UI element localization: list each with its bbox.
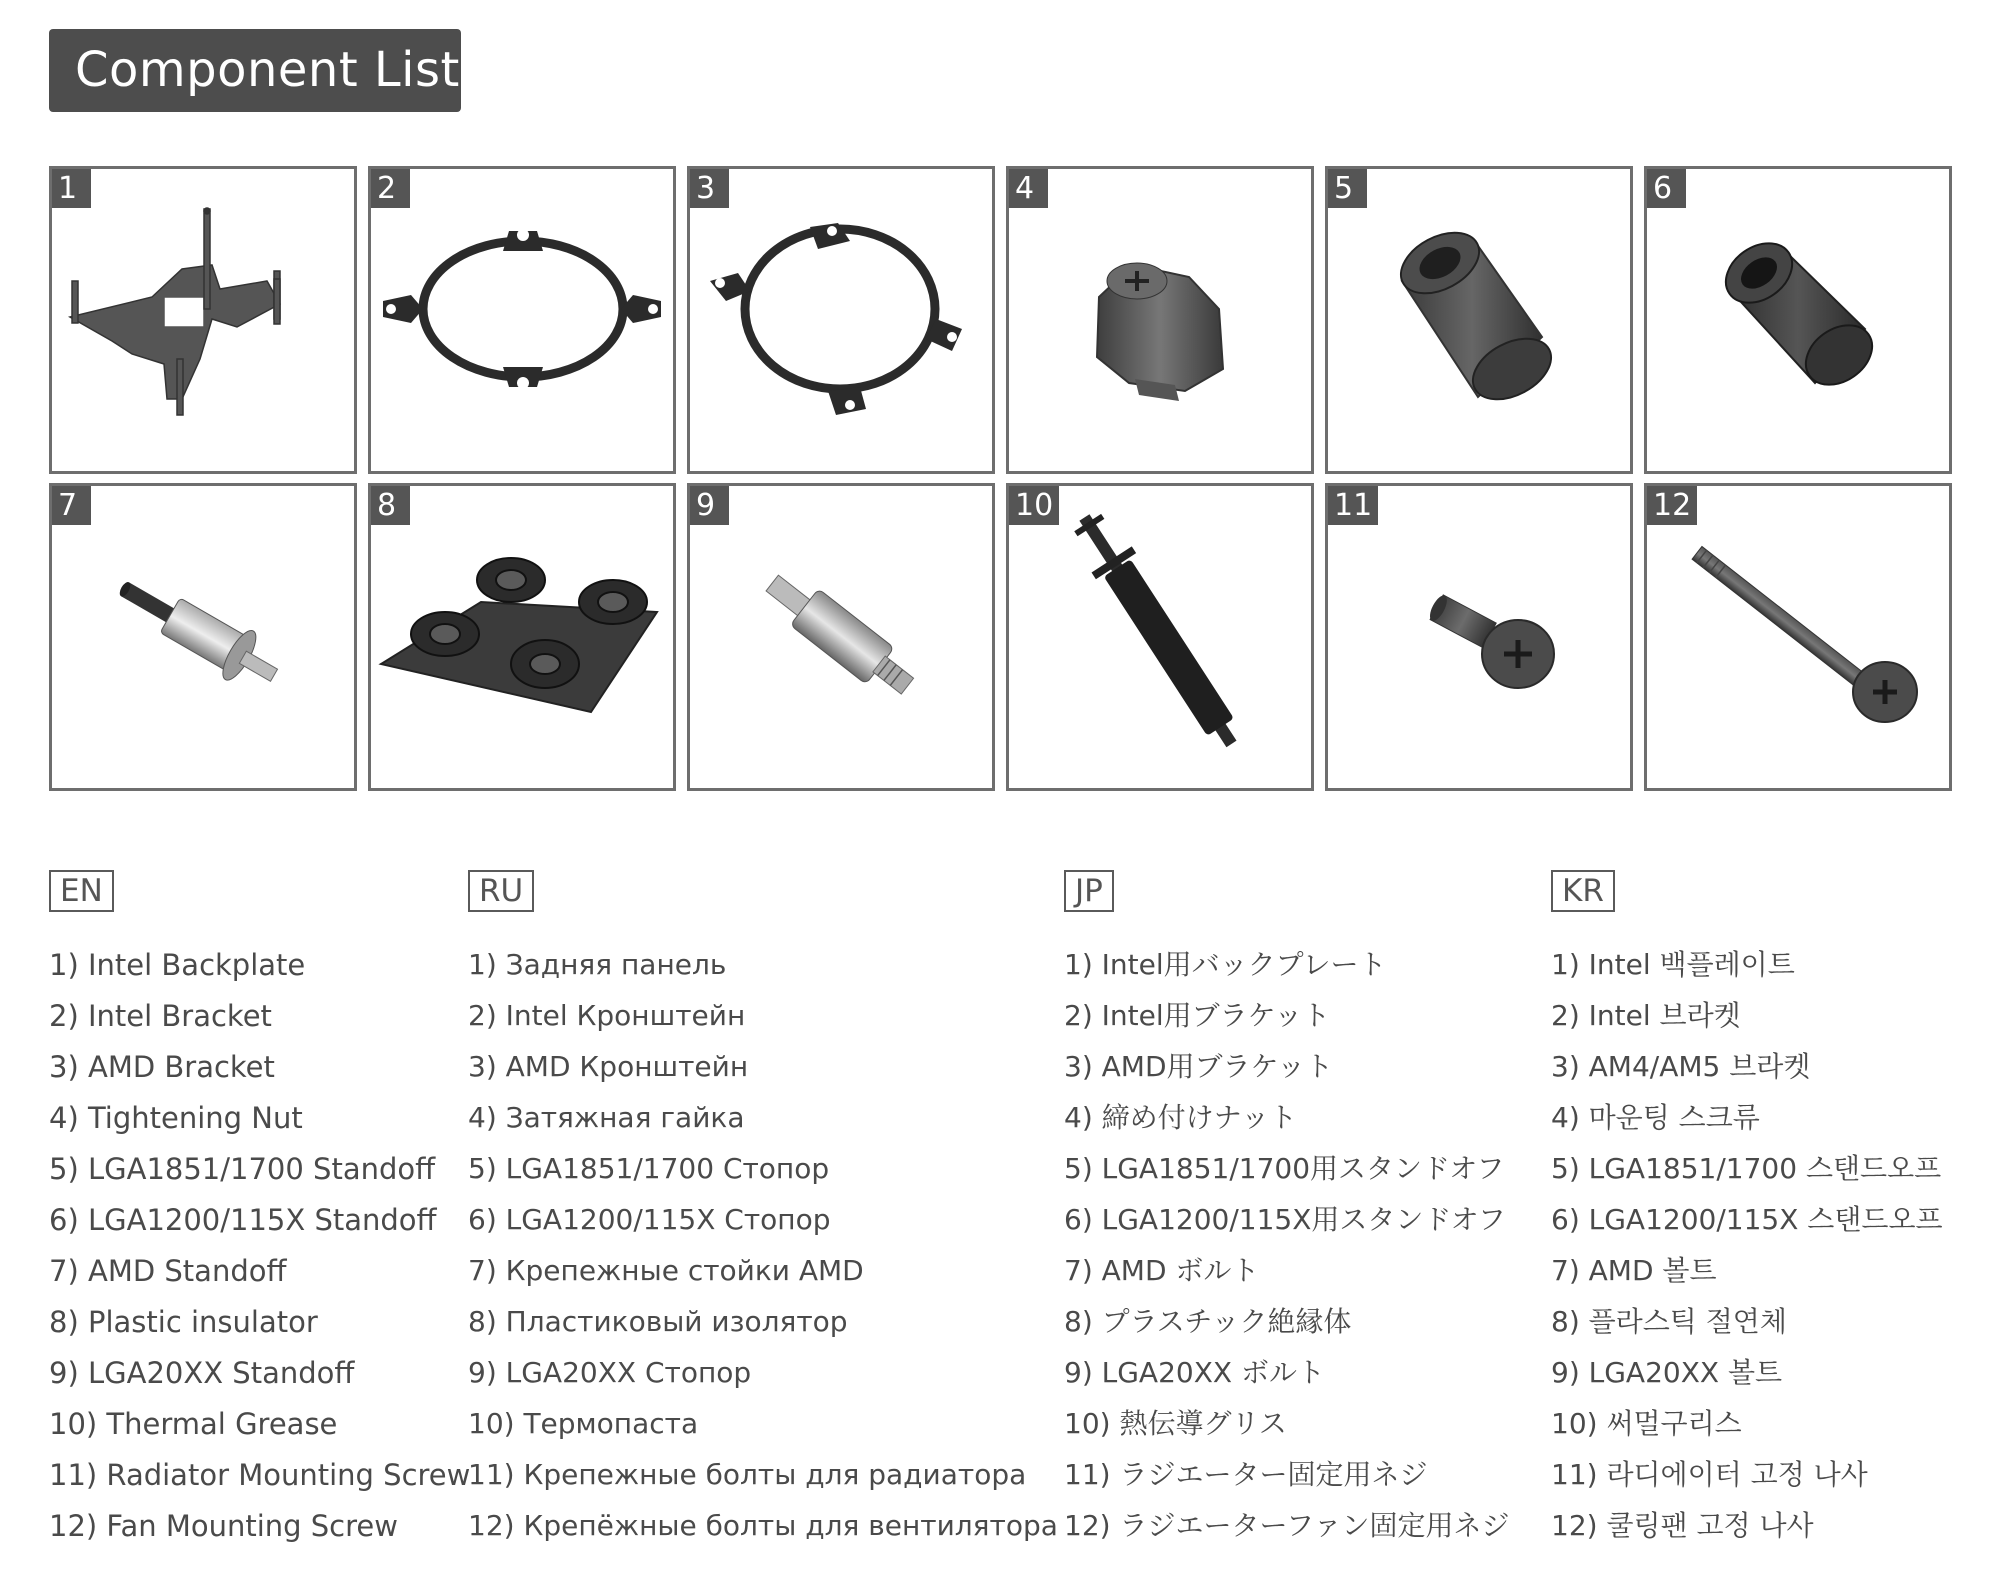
component-number: 12 — [1647, 486, 1697, 525]
list-item: 9) LGA20XX Стопор — [468, 1356, 752, 1389]
list-item: 11) 라디에이터 고정 나사 — [1551, 1458, 1868, 1491]
component-list-jp — [1064, 945, 1510, 1557]
radiator-screw-icon — [1328, 486, 1630, 788]
list-item: 12) 쿨링팬 고정 나사 — [1551, 1509, 1814, 1542]
list-item: 5) LGA1851/1700 Standoff — [49, 1152, 436, 1186]
list-item: 6) LGA1200/115X Standoff — [49, 1203, 437, 1237]
plastic-insulator-icon — [371, 486, 673, 788]
list-item: 3) AMD用ブラケット — [1064, 1050, 1334, 1083]
amd-bracket-icon — [690, 169, 992, 471]
list-item: 8) プラスチック絶縁体 — [1064, 1305, 1352, 1338]
list-item: 2) Intel 브라켓 — [1551, 999, 1741, 1032]
list-item: 1) Intel用バックプレート — [1064, 948, 1387, 981]
language-tag-jp: JP — [1064, 870, 1114, 912]
list-item: 3) AMD Bracket — [49, 1050, 275, 1084]
component-number: 10 — [1009, 486, 1059, 525]
component-list-en — [49, 945, 470, 1557]
list-item: 2) Intel用ブラケット — [1064, 999, 1331, 1032]
list-item: 5) LGA1851/1700 스탠드오프 — [1551, 1152, 1942, 1185]
list-item: 4) 마운팅 스크류 — [1551, 1101, 1760, 1134]
component-number: 8 — [371, 486, 410, 525]
list-item: 2) Intel Кронштейн — [468, 999, 746, 1032]
component-card-1 — [49, 166, 357, 474]
list-item: 4) Затяжная гайка — [468, 1101, 745, 1134]
list-item: 10) 써멀구리스 — [1551, 1407, 1742, 1440]
list-item: 4) Tightening Nut — [49, 1101, 303, 1135]
list-item: 12) ラジエーターファン固定用ネジ — [1064, 1509, 1510, 1542]
list-item: 9) LGA20XX 볼트 — [1551, 1356, 1783, 1389]
tightening-nut-icon — [1009, 169, 1311, 471]
list-item: 9) LGA20XX Standoff — [49, 1356, 355, 1390]
list-item: 2) Intel Bracket — [49, 999, 272, 1033]
component-card-2 — [368, 166, 676, 474]
list-item: 9) LGA20XX ボルト — [1064, 1356, 1325, 1389]
list-item: 11) ラジエーター固定用ネジ — [1064, 1458, 1428, 1491]
component-card-4 — [1006, 166, 1314, 474]
list-item: 11) Крепежные болты для радиатора — [468, 1458, 1027, 1491]
component-card-10 — [1006, 483, 1314, 791]
list-item: 3) AMD Кронштейн — [468, 1050, 749, 1083]
thermal-grease-icon — [1009, 486, 1311, 788]
list-item: 1) Задняя панель — [468, 948, 727, 981]
fan-screw-icon — [1647, 486, 1949, 788]
component-number: 11 — [1328, 486, 1378, 525]
component-card-3 — [687, 166, 995, 474]
list-item: 5) LGA1851/1700 Стопор — [468, 1152, 830, 1185]
list-item: 10) Thermal Grease — [49, 1407, 338, 1441]
component-card-12 — [1644, 483, 1952, 791]
list-item: 7) AMD ボルト — [1064, 1254, 1260, 1287]
list-item: 7) Крепежные стойки AMD — [468, 1254, 864, 1287]
lga1851-standoff-icon — [1328, 169, 1630, 471]
lga1200-standoff-icon — [1647, 169, 1949, 471]
component-number: 4 — [1009, 169, 1048, 208]
page-title: Component List — [49, 29, 461, 112]
intel-bracket-icon — [371, 169, 673, 471]
component-number: 7 — [52, 486, 91, 525]
list-item: 7) AMD 볼트 — [1551, 1254, 1717, 1287]
list-item: 3) AM4/AM5 브라켓 — [1551, 1050, 1811, 1083]
list-item: 6) LGA1200/115X用スタンドオフ — [1064, 1203, 1506, 1236]
component-number: 1 — [52, 169, 91, 208]
component-card-8 — [368, 483, 676, 791]
language-tag-en: EN — [49, 870, 114, 912]
component-card-5 — [1325, 166, 1633, 474]
component-card-11 — [1325, 483, 1633, 791]
component-card-9 — [687, 483, 995, 791]
component-list-ru — [468, 945, 1058, 1557]
component-number: 9 — [690, 486, 729, 525]
component-card-6 — [1644, 166, 1952, 474]
intel-backplate-icon — [52, 169, 354, 471]
list-item: 7) AMD Standoff — [49, 1254, 287, 1288]
language-tag-ru: RU — [468, 870, 534, 912]
component-number: 3 — [690, 169, 729, 208]
list-item: 1) Intel 백플레이트 — [1551, 948, 1795, 981]
list-item: 5) LGA1851/1700用スタンドオフ — [1064, 1152, 1505, 1185]
list-item: 8) 플라스틱 절연체 — [1551, 1305, 1787, 1338]
list-item: 8) Пластиковый изолятор — [468, 1305, 848, 1338]
list-item: 11) Radiator Mounting Screw — [49, 1458, 471, 1492]
component-number: 6 — [1647, 169, 1686, 208]
list-item: 8) Plastic insulator — [49, 1305, 318, 1339]
component-card-7 — [49, 483, 357, 791]
list-item: 10) 熱伝導グリス — [1064, 1407, 1287, 1440]
list-item: 4) 締め付けナット — [1064, 1101, 1298, 1134]
lga20xx-standoff-icon — [690, 486, 992, 788]
component-number: 5 — [1328, 169, 1367, 208]
component-number: 2 — [371, 169, 410, 208]
list-item: 1) Intel Backplate — [49, 948, 306, 982]
component-list-kr — [1551, 945, 1943, 1557]
language-tag-kr: KR — [1551, 870, 1615, 912]
list-item: 12) Fan Mounting Screw — [49, 1509, 398, 1543]
list-item: 12) Крепёжные болты для вентилятора — [468, 1509, 1058, 1542]
amd-standoff-icon — [52, 486, 354, 788]
list-item: 10) Термопаста — [468, 1407, 699, 1440]
list-item: 6) LGA1200/115X Стопор — [468, 1203, 831, 1236]
list-item: 6) LGA1200/115X 스탠드오프 — [1551, 1203, 1943, 1236]
